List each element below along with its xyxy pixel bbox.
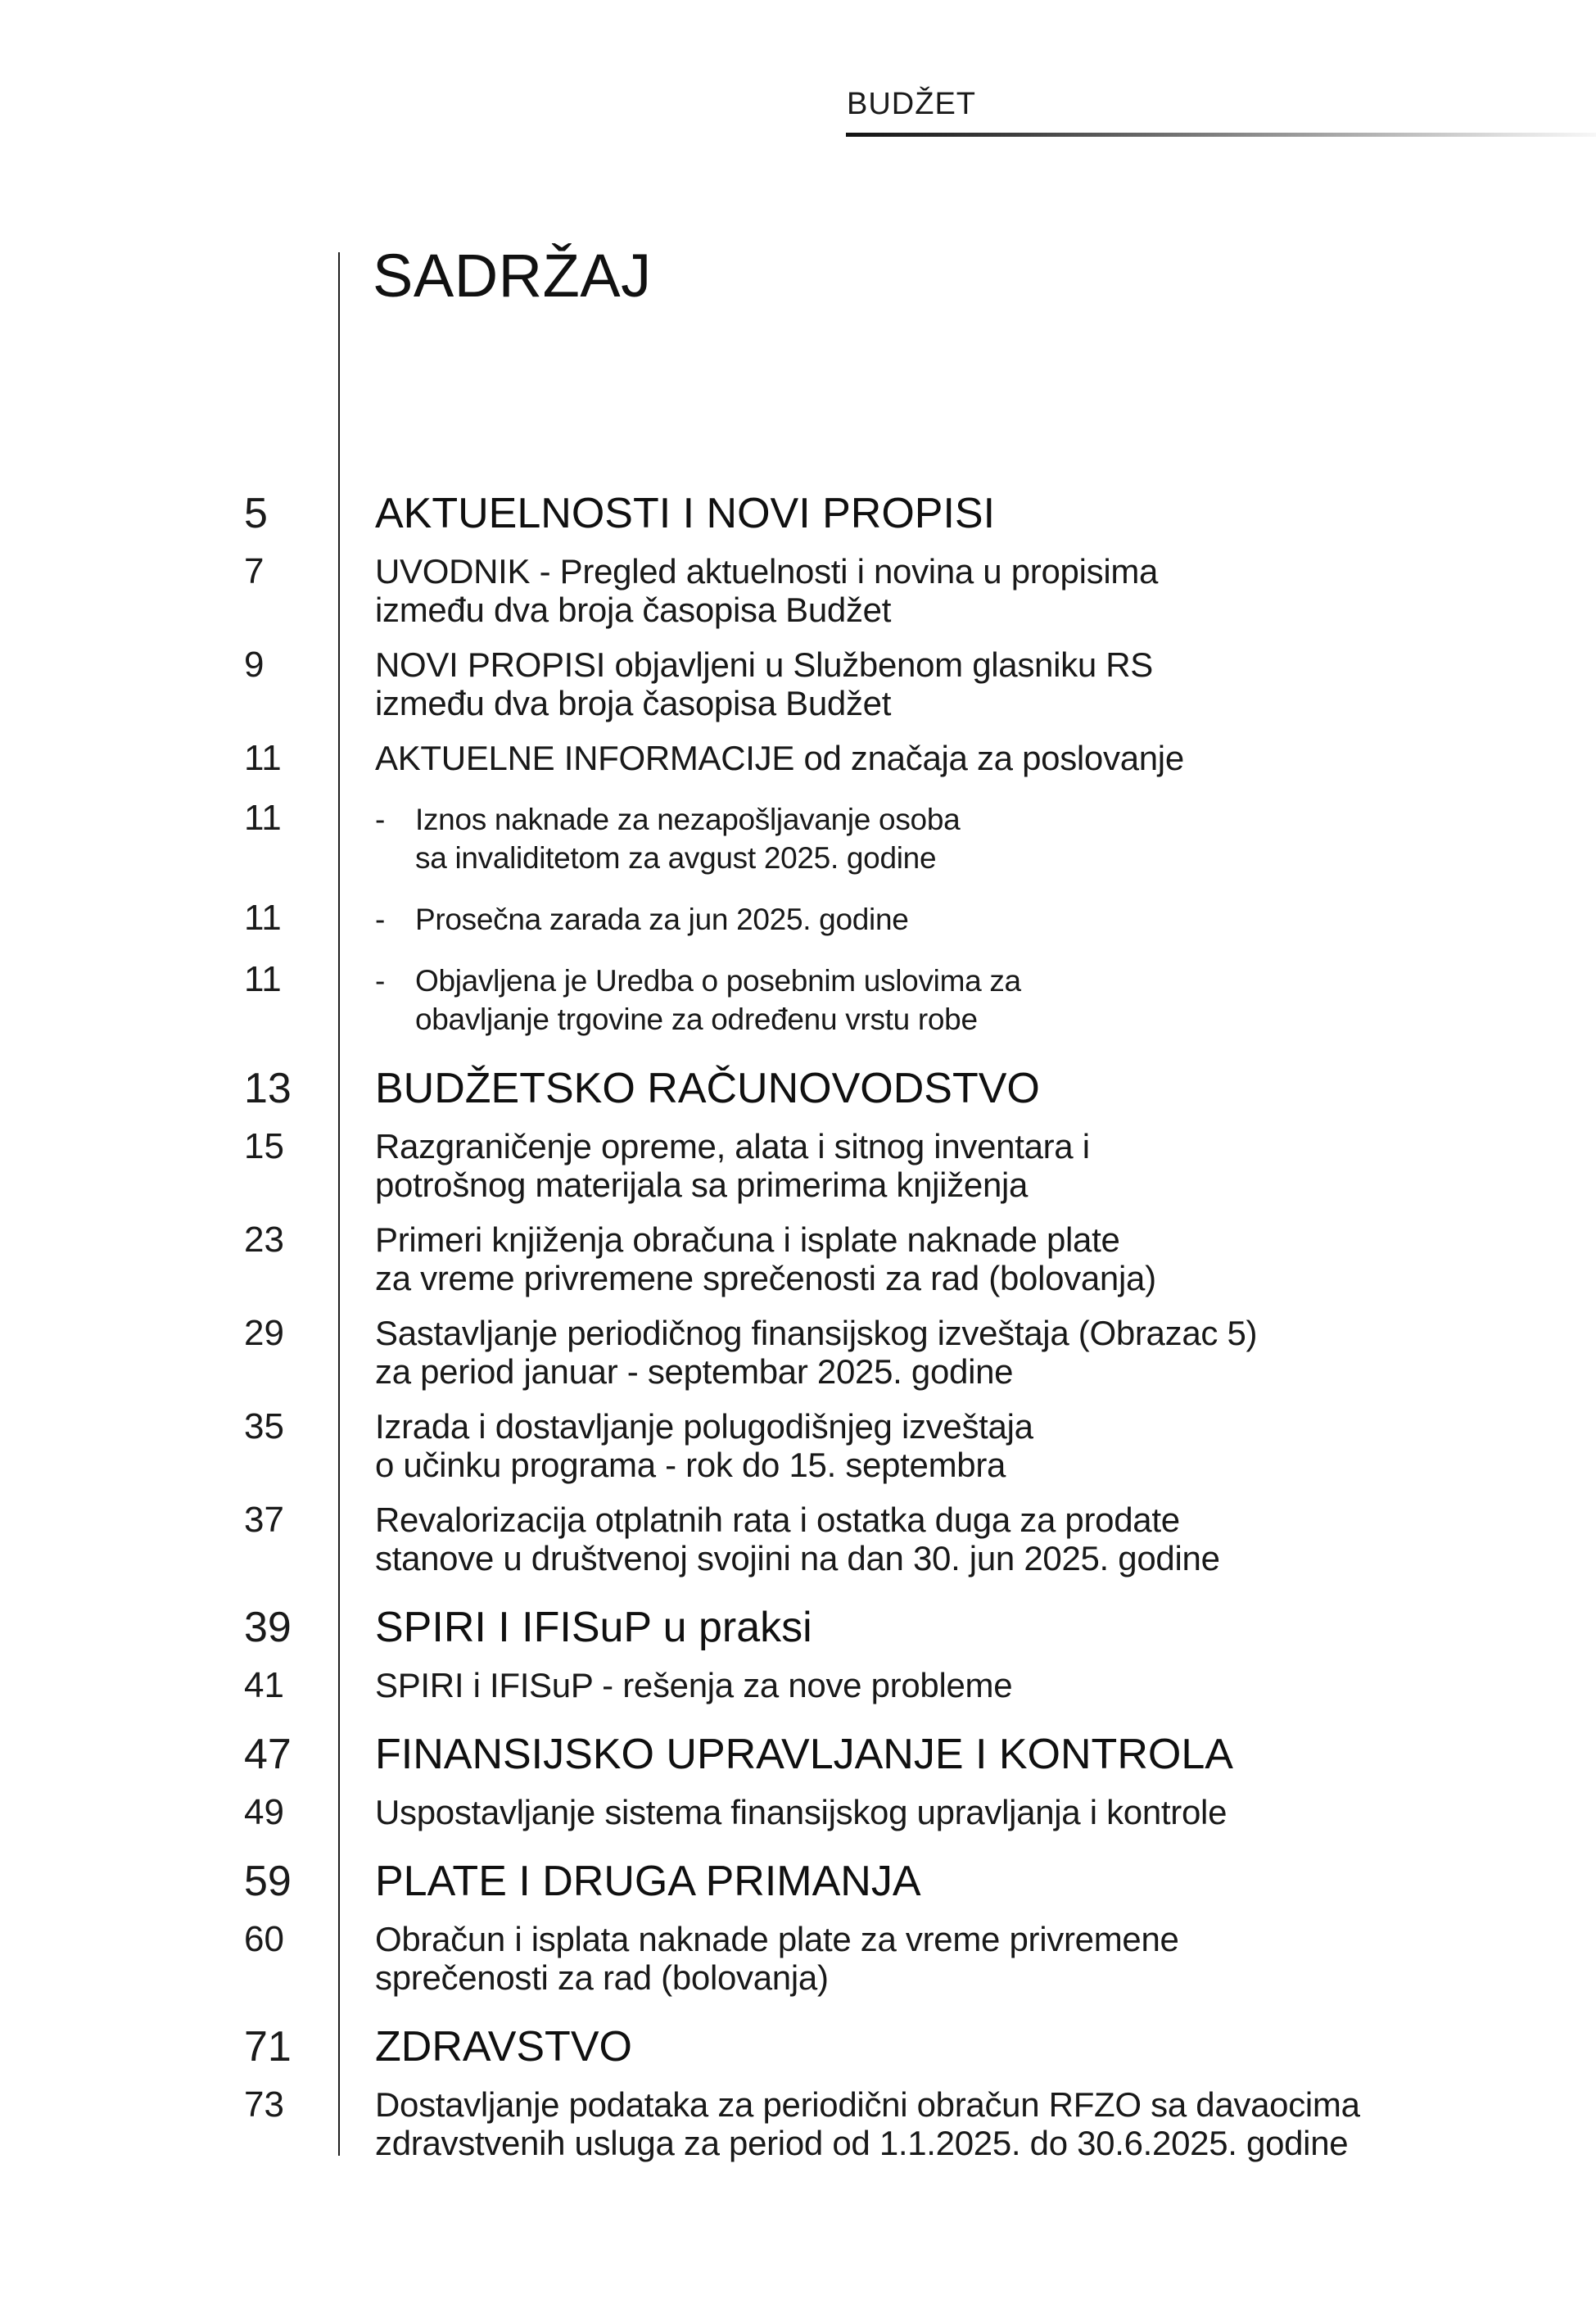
toc-entry-title [338,739,1579,777]
toc-entry-text [375,1856,1579,1907]
toc-entry-line: za period januar - septembar 2025. godine [375,1352,1014,1391]
toc-entry-title [338,488,1579,539]
toc-row [244,1127,1579,1204]
toc-page-number: 7 [244,551,264,591]
toc-entry-line: Izrada i dostavljanje polugodišnjeg izveštaja [375,1407,1033,1446]
toc-entry-text [375,1063,1579,1114]
toc-row [244,1500,1579,1577]
toc-page-number: 23 [244,1220,284,1260]
toc-row [244,1856,1579,1907]
toc-entry-line: sprečenosti za rad (bolovanja) [375,1958,829,1997]
toc-entry-line: AKTUELNE INFORMACIJE od značaja za poslovanje [375,739,1184,777]
header-gradient-rule [846,133,1596,137]
toc-row [244,2021,1579,2072]
toc-page-number: 13 [244,1065,292,1112]
toc-row [244,645,1579,722]
toc-entry-title [338,645,1579,722]
toc-page-number: 11 [244,738,282,778]
toc-entry-line: SPIRI I IFISuP u praksi [375,1604,812,1651]
toc-page-number: 5 [244,490,268,537]
toc-entry-line: Razgraničenje opreme, alata i sitnog inventara i [375,1127,1090,1166]
toc-row [244,898,1579,939]
toc-page-number: 47 [244,1731,292,1778]
toc-page-number: 11 [244,898,282,938]
toc-entry-line: između dva broja časopisa Budžet [375,684,892,722]
toc-entry-line: Sastavljanje periodičnog finansijskog izveštaja (Obrazac 5) [375,1314,1258,1352]
toc-entry-title [338,1220,1579,1297]
toc-entry-line: Objavljena je Uredba o posebnim uslovima za [415,964,1021,998]
toc-page-number: 71 [244,2023,292,2071]
toc-entry-line: Dostavljanje podataka za periodični obračun RFZO sa davaocima [375,2085,1360,2124]
toc-entry-text [375,1602,1579,1653]
toc-entry-text [375,1220,1579,1297]
toc-page-number: 60 [244,1919,284,1959]
toc-row [244,488,1579,539]
toc-page-number: 41 [244,1665,284,1705]
toc-entry-line: sa invaliditetom za avgust 2025. godine [415,841,937,875]
toc-entry-title [338,2021,1579,2072]
table-of-contents [244,464,1579,2162]
toc-entry-title [338,1314,1579,1391]
toc-page-number: 29 [244,1313,284,1353]
toc-entry-title [338,1500,1579,1577]
toc-entry-text [375,739,1579,777]
toc-entry-line: Obračun i isplata naknade plate za vreme privremene [375,1920,1179,1958]
toc-page-number: 73 [244,2084,284,2125]
toc-entry-title [338,1127,1579,1204]
toc-page-number: 11 [244,798,282,838]
toc-page-number: 49 [244,1792,284,1832]
toc-entry-line: obavljanje trgovine za određenu vrstu robe [415,1003,978,1036]
toc-row [244,960,1579,1039]
toc-row [244,1063,1579,1114]
toc-entry-line: stanove u društvenoj svojini na dan 30. jun 2025. godine [375,1539,1220,1577]
page-title: SADRŽAJ [373,242,652,310]
toc-page-number: 39 [244,1604,292,1651]
toc-row [244,1666,1579,1704]
toc-page-number: 35 [244,1406,284,1446]
toc-entry-line: između dva broja časopisa Budžet [375,591,892,629]
toc-entry-line: Iznos naknade za nezapošljavanje osoba [415,803,961,836]
magazine-title: BUDŽET [847,87,976,121]
toc-entry-line: SPIRI i IFISuP - rešenja za nove probleme [375,1666,1013,1704]
toc-entry-title [338,1666,1579,1704]
toc-entry-title [338,962,1579,1039]
toc-row [244,1602,1579,1653]
toc-row [244,1314,1579,1391]
toc-entry-title [338,2085,1579,2162]
toc-entry-line: FINANSIJSKO UPRAVLJANJE I KONTROLA [375,1731,1233,1778]
toc-row [244,739,1579,777]
toc-row [244,1407,1579,1484]
toc-row [244,1920,1579,1997]
toc-entry-text [375,1500,1579,1577]
toc-entry-title [338,900,1579,939]
toc-entry-text [415,900,1579,939]
toc-entry-text [375,1127,1579,1204]
toc-row [244,1729,1579,1780]
toc-entry-title [338,1920,1579,1997]
toc-entry-title [338,800,1579,877]
toc-entry-line: za vreme privremene sprečenosti za rad (bolovanja) [375,1259,1156,1297]
toc-page-number: 15 [244,1126,284,1166]
toc-row [244,2085,1579,2162]
toc-entry-text [375,1666,1579,1704]
dash-bullet: - [375,803,386,836]
toc-entry-title [338,1793,1579,1831]
toc-page-number: 37 [244,1500,284,1540]
toc-entry-text [375,1314,1579,1391]
toc-entry-line: Primeri knjiženja obračuna i isplate naknade plate [375,1220,1120,1259]
toc-page-number: 9 [244,645,264,685]
toc-entry-line: UVODNIK - Pregled aktuelnosti i novina u propisima [375,552,1159,591]
toc-entry-title [338,1856,1579,1907]
toc-entry-title [338,1407,1579,1484]
toc-entry-line: Revalorizacija otplatnih rata i ostatka duga za prodate [375,1500,1180,1539]
toc-row [244,552,1579,629]
toc-page-number: 59 [244,1858,292,1905]
toc-entry-text [375,1729,1579,1780]
toc-row [244,1220,1579,1297]
toc-entry-title [338,1602,1579,1653]
toc-row [244,1793,1579,1831]
toc-entry-line: AKTUELNOSTI I NOVI PROPISI [375,490,996,537]
toc-entry-text [375,552,1579,629]
toc-entry-text [375,645,1579,722]
dash-bullet: - [375,964,386,998]
toc-entry-text [375,2021,1579,2072]
toc-entry-text [415,962,1579,1039]
toc-entry-title [338,552,1579,629]
toc-entry-line: ZDRAVSTVO [375,2023,632,2071]
toc-row [244,799,1579,877]
toc-entry-line: Prosečna zarada za jun 2025. godine [415,903,909,936]
toc-entry-line: BUDŽETSKO RAČUNOVODSTVO [375,1065,1040,1112]
toc-entry-line: potrošnog materijala sa primerima knjiženja [375,1166,1029,1204]
toc-entry-text [375,1793,1579,1831]
toc-entry-line: Uspostavljanje sistema finansijskog upravljanja i kontrole [375,1793,1228,1831]
toc-entry-text [375,488,1579,539]
dash-bullet: - [375,903,386,936]
toc-entry-line: NOVI PROPISI objavljeni u Službenom glasniku RS [375,645,1154,684]
toc-entry-text [375,1407,1579,1484]
toc-page-number: 11 [244,959,282,999]
toc-entry-text [375,1920,1579,1997]
toc-entry-title [338,1063,1579,1114]
toc-entry-line: PLATE I DRUGA PRIMANJA [375,1858,921,1905]
toc-entry-title [338,1729,1579,1780]
toc-entry-line: zdravstvenih usluga za period od 1.1.2025. do 30.6.2025. godine [375,2124,1349,2162]
toc-entry-text [415,800,1579,877]
toc-entry-line: o učinku programa - rok do 15. septembra [375,1446,1006,1484]
toc-entry-text [375,2085,1579,2162]
